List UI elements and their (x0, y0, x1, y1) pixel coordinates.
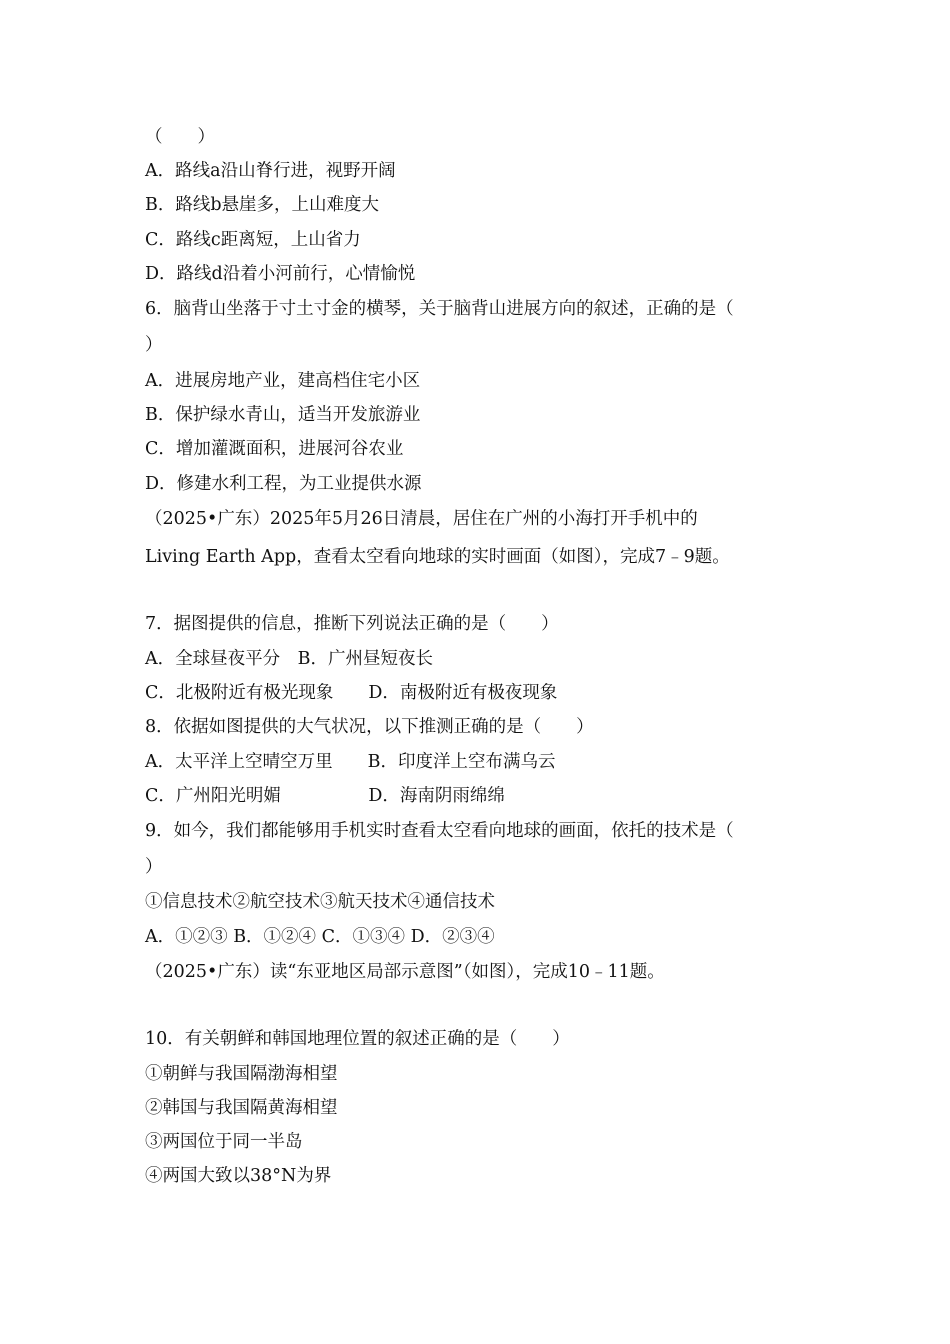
q6-stem: 6．脑背山坐落于寸土寸金的横琴，关于脑背山进展方向的叙述，正确的是（ (145, 299, 734, 319)
q6-option-a: A．进展房地产业，建高档住宅小区 (145, 371, 421, 391)
q5-option-b: B．路线b悬崖多，上山难度大 (145, 195, 380, 215)
q5-option-a: A．路线a沿山脊行进，视野开阔 (145, 161, 396, 181)
q8-stem: 8．依据如图提供的大气状况，以下推测正确的是（ ） (145, 717, 594, 737)
q9-options: A．①②③ B．①②④ C．①③④ D．②③④ (145, 927, 495, 947)
answer-bracket: （ ） (145, 127, 215, 147)
q6-option-c: C．增加灌溉面积，进展河谷农业 (145, 439, 404, 459)
q10-choice-1: ①朝鲜与我国隔渤海相望 (145, 1064, 338, 1084)
q7-stem: 7．据图提供的信息，推断下列说法正确的是（ ） (145, 614, 559, 634)
q10-choice-3: ③两国位于同一半岛 (145, 1132, 303, 1152)
q10-choice-4: ④两国大致以38°N为界 (145, 1166, 332, 1186)
q8-options-ab: A．太平洋上空晴空万里 B．印度洋上空布满乌云 (145, 752, 556, 772)
q9-stem-end: ） (145, 857, 163, 877)
q9-choices: ①信息技术②航空技术③航天技术④通信技术 (145, 892, 495, 912)
q7-options-ab: A．全球昼夜平分 B．广州昼短夜长 (145, 649, 433, 669)
q6-option-b: B．保护绿水青山，适当开发旅游业 (145, 405, 421, 425)
q5-option-c: C．路线c距离短，上山省力 (145, 230, 361, 250)
q5-option-d: D．路线d沿着小河前行，心情愉悦 (145, 264, 416, 284)
q7-options-cd: C．北极附近有极光现象 D．南极附近有极夜现象 (145, 683, 558, 703)
q10-choice-2: ②韩国与我国隔黄海相望 (145, 1098, 338, 1118)
q6-stem-end: ） (145, 335, 163, 355)
passage-7-9-line2: Living Earth App，查看太空看向地球的实时画面（如图），完成7﹣9题。 (145, 547, 730, 567)
q8-options-cd: C．广州阳光明媚 D．海南阴雨绵绵 (145, 786, 505, 806)
passage-10-11: （2025•广东）读“东亚地区局部示意图”（如图），完成10﹣11题。 (145, 962, 665, 982)
q10-stem: 10．有关朝鲜和韩国地理位置的叙述正确的是（ ） (145, 1029, 570, 1049)
passage-7-9-line1: （2025•广东）2025年5月26日清晨，居住在广州的小海打开手机中的 (145, 509, 698, 529)
q9-stem: 9．如今，我们都能够用手机实时查看太空看向地球的画面，依托的技术是（ (145, 821, 734, 841)
q6-option-d: D．修建水利工程，为工业提供水源 (145, 474, 422, 494)
